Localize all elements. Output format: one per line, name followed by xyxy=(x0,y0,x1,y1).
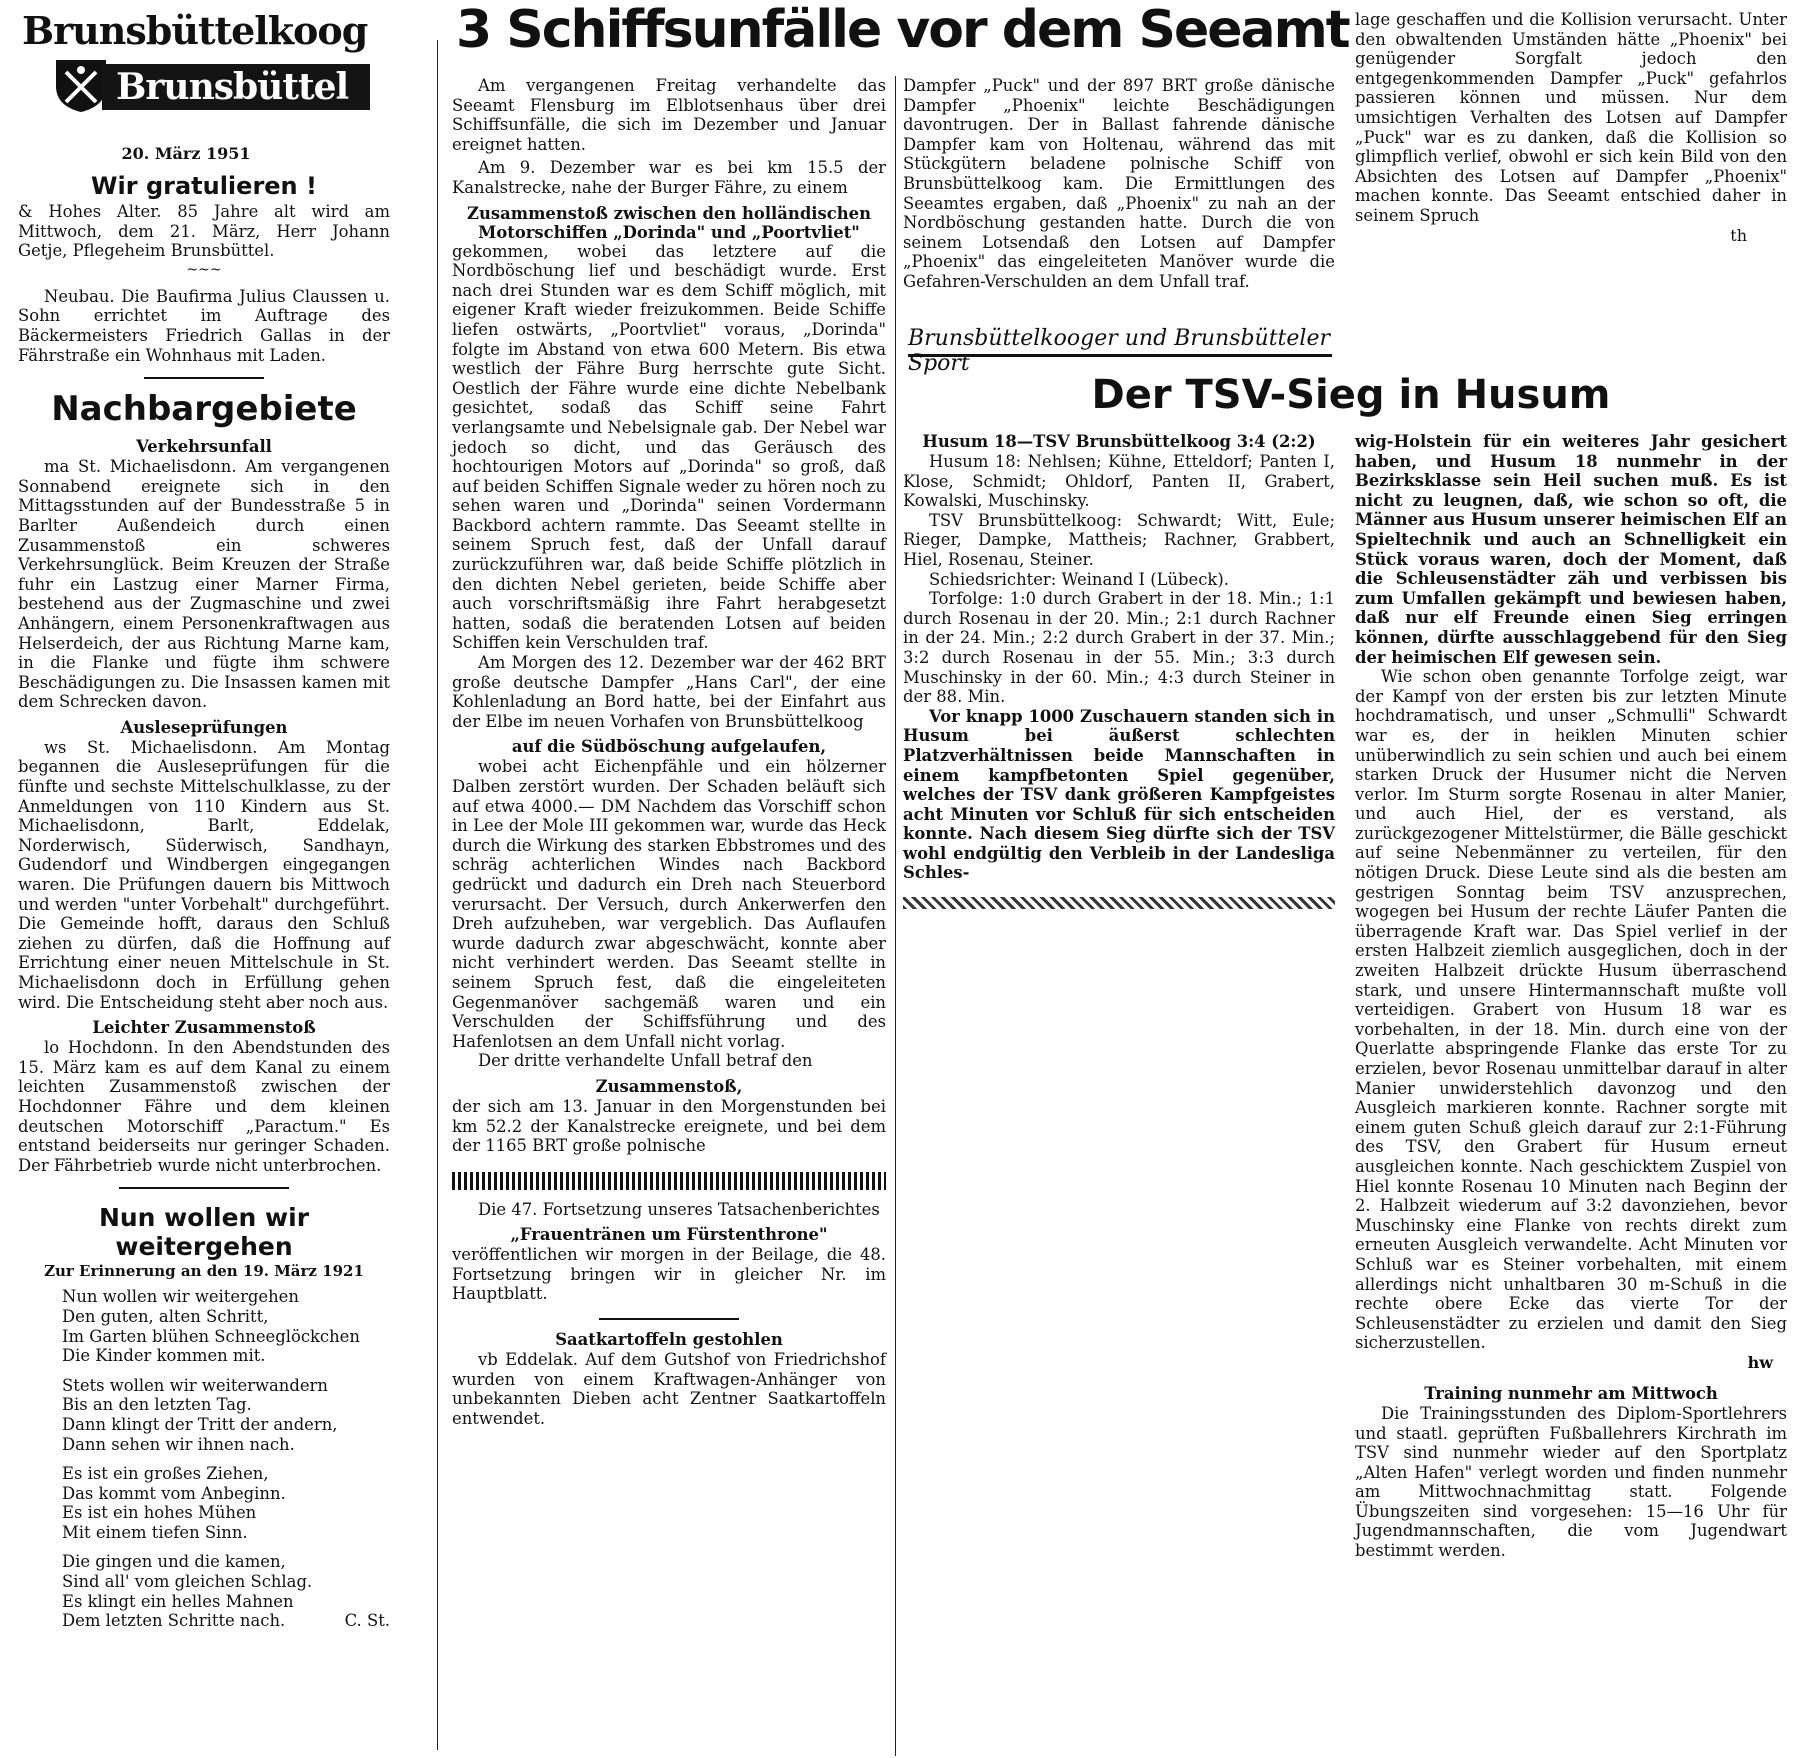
poem-stanza xyxy=(18,1464,390,1542)
issue-date: 20. März 1951 xyxy=(121,144,251,163)
poem-line-text: Dem letzten Schritte nach. xyxy=(62,1611,286,1631)
ornament-divider: ~~~ xyxy=(186,261,222,278)
tsv-lineup: TSV Brunsbüttelkoog: Schwardt; Witt, Eule; Rieger, Dampke, Mattheis; Rachner, Grabbert, Hiel, Rosenau, Steiner. xyxy=(903,510,1335,569)
column-2 xyxy=(452,76,886,1428)
fortsetzung-text2: veröffentlichen wir morgen in der Beilage, die 48. Fortsetzung bringen wir in gleicher Nr. im Hauptblatt. xyxy=(452,1245,886,1304)
poem-line: Es ist ein hohes Mühen xyxy=(62,1503,257,1523)
verkehr-text: ma St. Michaelisdonn. Am vergangenen Sonnabend ereignete sich in den Mittagsstunden auf der Bundesstraße 5 in Barlter Außendeich durch einen Zusammenstoß ein schweres Verkehrsunglück. Beim Kreuzen der Straße fuhr ein Lastzug einer Marner Firma, bestehend aus der Zugmaschine und zwei Anhängern, einem Personenkraftwagen aus Helserdeich, der aus Richtung Marne kam, in die Flanke und fügte ihm schwere Beschädigungen zu. Die Insassen kamen mit dem Schrecken davon. xyxy=(18,457,390,712)
poem-line: Sind all' vom gleichen Schlag. xyxy=(62,1572,313,1592)
poem-line: Das kommt vom Anbeginn. xyxy=(62,1483,286,1503)
sport-headline: Der TSV-Sieg in Husum xyxy=(1091,372,1611,418)
poem-line: Es klingt ein helles Mahnen xyxy=(62,1591,294,1611)
goal-sequence: Torfolge: 1:0 durch Grabert in der 18. Min.; 1:1 durch Rosenau in der 20. Min.; 2:1 durch Rachner in der 24. Min.; 2:2 durch Grabert in der 37. Min.; 3:2 durch Rosenau in der 55. Min.; 3:3 durch Muschinsky in der 60. Min.; 4:3 durch Steiner in der 88. Min. xyxy=(903,589,1335,707)
leicht-heading: Leichter Zusammenstoß xyxy=(92,1018,316,1038)
masthead xyxy=(0,0,372,126)
masthead-ribbon xyxy=(102,64,370,110)
poem-subheading: Zur Erinnerung an den 19. März 1921 xyxy=(44,1262,364,1281)
nachbar-heading: Nachbargebiete xyxy=(51,389,357,430)
seeamt-p5: wobei acht Eichenpfähle und ein hölzerner Dalben zerstört wurden. Der Schaden beläuft sich auf etwa 4000.— DM Nachdem das Vorschiff schon in Lee der Mole III gekommen war, wurde das Heck durch die Wirkung des starken Ebbstromes und des schräg achterlichen Windes nach Backbord gedrückt und dadurch ein Dreh nach Steuerbord verursacht. Der Versuch, durch Ankerwerfen den Dreh aufzuheben, war vergeblich. Das Auflaufen wurde dadurch zwar abgeschwächt, konnte aber nicht verhindert werden. Das Seeamt stellte in seinem Spruch fest, daß die eingeleiteten Gegenmanöver sachgemäß waren und ein Verschulden der Schiffsführung und des Hafenlotsen an dem Unfall nicht vorlag. xyxy=(452,757,886,1051)
saat-heading: Saatkartoffeln gestohlen xyxy=(555,1330,783,1350)
poem-line: Die gingen und die kamen, xyxy=(62,1552,286,1572)
seeamt-cont-2: lage geschaffen und die Kollision verursacht. Unter den obwaltenden Umständen hätte „Phoenix" bei genügender Sorgfalt jedoch den entgegenkommenden Dampfer „Puck" gefahrlos passieren können und müssen. Nur dem umsichtigen Verhalten des Lotsen auf Dampfer „Puck" war es zu danken, daß die Kollision so glimpflich verlief, obwohl er sich kein Bild von den Absichten des Lotsen auf Dampfer „Phoenix" machen konnte. Das Seeamt entschied daher in seinem Spruch xyxy=(1355,10,1787,225)
sport-report: Wie schon oben genannte Torfolge zeigt, war der Kampf von der ersten bis zur letzten Minute hochdramatisch, und unser „Schmulli" Schwardt war es, der in heiklen Minuten schier unüberwindlich zu sein schien und auch bei einem starken Druck der Husumer nicht die Nerven verlor. Im Sturm sorgte Rosenau in alter Manier, und auch Hiel, der es verstand, als zurückgezogener Mittelstürmer, die Bälle geschickt auf seine Nebenmänner zu verteilen, für den nötigen Druck. Diese Leute sind als die besten am gestrigen Sonntag beim TSV anzusprechen, wogegen bei Husum der rechte Läufer Panten die überragende Kraft war. Das Spiel verlief in der ersten Halbzeit ziemlich ausgeglichen, doch in der zweiten Halbzeit drückte Husum überraschend stark, und unsere Hintermannschaft mußte voll verteidigen. Grabert von Husum 18 war es vorbehalten, in der 18. Min. durch eine von der Querlatte abspringende Flanke das erste Tor zu erzielen, bevor Rosenau unmittelbar darauf in alter Manier unwiderstehlich davonzog und den Ausgleich markieren konnte. Rachner sorgte mit einem guten Schuß gleich darauf zur 2:1-Führung des TSV, den Grabert für Husum erneut ausgleichen konnte. Nach geschicktem Zuspiel von Hiel konnte Rosenau 10 Minuten nach Beginn der 2. Halbzeit wiederum auf 3:2 davonziehen, bevor Muschinsky eine Flanke von rechts direkt zum erneuten Ausgleich verwandelte. Acht Minuten vor Schluß war es Steiner vorbehalten, mit einem allerdings nicht unhaltbaren 30 m-Schuß in die rechte obere Ecke das vierte Tor der Schleusenstädter zu erzielen und damit den Sieg sicherzustellen. xyxy=(1355,667,1787,1353)
poem-stanza xyxy=(18,1376,390,1454)
column-rule xyxy=(895,76,896,1756)
poem-line: Es ist ein großes Ziehen, xyxy=(62,1464,269,1484)
column-3 xyxy=(903,76,1335,292)
seeamt-sub2: auf die Südböschung aufgelaufen, xyxy=(511,737,827,757)
auslese-text: ws St. Michaelisdonn. Am Montag begannen die Ausleseprüfungen für die fünfte und sechste Mittelschulklasse, zu der Anmeldungen von 110 Kindern aus St. Michaelisdonn, Barlt, Eddelak, Norderwisch, Süderwisch, Sandhayn, Gudendorf und Windbergen eingegangen waren. Die Prüfungen dauern bis Mittwoch und werden "unter Vorbehalt" durchgeführt. Die Gemeinde hofft, daraus den Schluß ziehen zu dürfen, daß die Hoffnung auf Errichtung einer neuen Mittelschule in St. Michaelisdonn doch in Erfüllung gehen wird. Die Entscheidung steht aber noch aus. xyxy=(18,737,390,1012)
sport-lead: Vor knapp 1000 Zuschauern standen sich in Husum bei äußerst schlechten Platzverhältnissen beide Mannschaften in einem kampfbetonten Spiel gegenüber, welches der TSV dank größeren Kampfgeistes acht Minuten vor Schluß für sich entscheiden konnte. Nach diesem Sieg dürfte sich der TSV wohl endgültig den Verbleib in der Landesliga Schles- xyxy=(903,706,1335,883)
poem-line: Im Garten blühen Schneeglöckchen xyxy=(62,1326,360,1346)
diamond-divider xyxy=(903,897,1335,909)
seeamt-p6: Der dritte verhandelte Unfall betraf den xyxy=(478,1051,813,1071)
poem-line: Dann sehen wir ihnen nach. xyxy=(62,1434,295,1454)
congrats-text: & Hohes Alter. 85 Jahre alt wird am Mittwoch, dem 21. März, Herr Johann Getje, Pflegeheim Brunsbüttel. xyxy=(18,202,390,261)
masthead-title-top: Brunsbüttelkoog xyxy=(22,8,368,53)
neubau-text: Neubau. Die Baufirma Julius Claussen u. Sohn errichtet im Auftrage des Bäckermeisters Friedrich Gallas in der Fährstraße ein Wohnhaus mit Laden. xyxy=(18,286,390,365)
column-4 xyxy=(1355,10,1787,245)
main-headline: 3 Schiffsunfälle vor dem Seeamt xyxy=(456,0,1349,60)
poem-line: Den guten, alten Schritt, xyxy=(62,1306,269,1326)
divider xyxy=(599,1318,739,1320)
husum-lineup: Husum 18: Nehlsen; Kühne, Etteldorf; Panten I, Klose, Schmidt; Ohldorf, Panten II, Grabert, Kowalski, Muschinsky. xyxy=(903,452,1335,511)
seeamt-p2: Am 9. Dezember war es bei km 15.5 der Kanalstrecke, nahe der Burger Fähre, zu einem xyxy=(452,158,886,197)
congrats-heading: Wir gratulieren ! xyxy=(91,172,317,200)
referee: Schiedsrichter: Weinand I (Lübeck). xyxy=(929,569,1229,589)
seeamt-sub1: Zusammenstoß zwischen den holländischen Motorschiffen „Dorinda" und „Poortvliet" xyxy=(467,203,871,242)
hatch-divider xyxy=(452,1172,886,1190)
verkehr-heading: Verkehrsunfall xyxy=(136,437,272,457)
training-text: Die Trainingsstunden des Diplom-Sportlehrers und staatl. geprüften Fußballehrers Kirchrath im TSV sind nunmehr wieder auf den Sportplatz „Alten Hafen" verlegt worden und finden nunmehr am Mittwochnachmittag statt. Folgende Übungszeiten sind vorgesehen: 15—16 Uhr für Jugendmannschaften, die vom Jugendwart bestimmt werden. xyxy=(1355,1403,1787,1561)
seeamt-cont: Dampfer „Puck" und der 897 BRT große dänische Dampfer „Phoenix" leichte Beschädigungen davontrugen. Der in Ballast fahrende dänische Dampfer kam von Holtenau, während das mit Stückgütern beladene polnische Schiff von Brunsbüttelkoog kam. Die Ermittlungen des Seeamtes ergaben, daß „Phoenix" zu nah an der Nordböschung gestanden hatte. Durch die von seinem Lotsendaß den Lotsen auf Dampfer „Phoenix" das eingeleiteten Manöver wurde die Gefahren-Verschulden an dem Unfall traf. xyxy=(903,76,1335,291)
sport-banner: Brunsbüttelkooger und Brunsbütteler Sport xyxy=(908,326,1330,376)
seeamt-p1: Am vergangenen Freitag verhandelte das Seeamt Flensburg im Elblotsenhaus über drei Schiffsunfälle, die sich im Dezember und Januar ereignet hatten. xyxy=(452,76,886,154)
poem-line: Stets wollen wir weiterwandern xyxy=(62,1375,328,1395)
poem-signature: C. St. xyxy=(344,1611,390,1631)
seeamt-p3: gekommen, wobei das letztere auf die Nordböschung lief und beschädigt wurde. Erst nach drei Stunden war es dem Schiff möglich, mit eigener Kraft wieder freizukommen. Beide Schiffe liefen ostwärts, „Poortvliet" voraus, „Dorinda" folgte im Abstand von etwa 600 Metern. Bis etwa westlich der Fähre Burg herrschte gute Sicht. Oestlich der Fähre wurde eine dichte Nebelbank gesichtet, sodaß das Schiff seine Fahrt verlangsamte und Nebelsignale gab. Der Nebel war jedoch so dicht, und das Geräusch des hochtourigen Motors auf „Dorinda" so groß, daß auf beiden Schiffen Signale weder zu hören noch zu sehen waren und „Dorinda" seinen Vordermann Backbord achtern rammte. Das Seeamt stellte in seinem Spruch fest, daß der Unfall darauf zurückzuführen war, daß beide Schiffe plötzlich in den dichten Nebel gerieten, beide Schiffe aber auch vorschriftsmäßig ihre Fahrt herabgesetzt hatten, sodaß die beratenden Lotsen auf beiden Schiffen kein Verschulden traf. xyxy=(452,241,886,653)
divider xyxy=(144,377,264,379)
poem-stanza xyxy=(18,1552,390,1630)
poem xyxy=(18,1287,390,1631)
training-heading: Training nunmehr am Mittwoch xyxy=(1424,1383,1718,1403)
column-4-sport xyxy=(1355,432,1787,1561)
column-1 xyxy=(18,172,390,1641)
poem-line: Bis an den letzten Tag. xyxy=(62,1395,252,1415)
masthead-title-bottom: Brunsbüttel xyxy=(116,66,349,108)
leicht-text: lo Hochdonn. In den Abendstunden des 15. März kam es auf dem Kanal zu einem leichten Zusammenstoß zwischen der Hochdonner Fähre und dem kleinen deutschen Motorschiff „Paractum." Es entstand beiderseits nur geringer Schaden. Der Fährbetrieb wurde nicht unterbrochen. xyxy=(18,1038,390,1175)
seeamt-sub3: Zusammenstoß, xyxy=(595,1076,743,1096)
fortsetzung-title: „Frauentränen um Fürstenthrone" xyxy=(510,1225,828,1245)
poem-line: Nun wollen wir weitergehen xyxy=(62,1287,299,1307)
poem-line: Mit einem tiefen Sinn. xyxy=(62,1522,248,1542)
match-result: Husum 18—TSV Brunsbüttelkoog 3:4 (2:2) xyxy=(922,432,1316,451)
poem-line: Die Kinder kommen mit. xyxy=(62,1346,266,1366)
fortsetzung-text: Die 47. Fortsetzung unseres Tatsachenberichtes xyxy=(478,1199,880,1219)
poem-line: Dann klingt der Tritt der andern, xyxy=(62,1414,338,1434)
signature-th: th xyxy=(1730,225,1747,245)
saat-text: vb Eddelak. Auf dem Gutshof von Friedrichshof wurden von einem Kraftwagen-Anhänger von unbekannten Dieben acht Zentner Saatkartoffeln entwendet. xyxy=(452,1350,886,1428)
seeamt-p4: Am Morgen des 12. Dezember war der 462 BRT große deutsche Dampfer „Hans Carl", der eine Kohlenladung an Bord hatte, bei der Einfahrt aus der Elbe im neuen Vorhafen von Brunsbüttelkoog xyxy=(452,653,886,731)
column-3-sport xyxy=(903,432,1335,909)
poem-line xyxy=(62,1611,390,1631)
sport-lead-cont: wig-Holstein für ein weiteres Jahr gesichert haben, und Husum 18 nunmehr in der Bezirksklasse sein Heil suchen muß. Es ist nicht zu leugnen, daß, wie schon so oft, die Männer aus Husum unserer heimischen Elf an Spieltechnik und auch an Schnelligkeit ein Stück voraus waren, doch der Moment, daß die Schleusenstädter zäh und verbissen bis zum Umfallen gekämpft und bewiesen haben, daß nur elf Freunde einen Sieg erringen können, dürfte ausschlaggebend für den Sieg der heimischen Elf gewesen sein. xyxy=(1355,432,1787,667)
seeamt-p7: der sich am 13. Januar in den Morgenstunden bei km 52.2 der Kanalstrecke ereignete, und bei dem der 1165 BRT große polnische xyxy=(452,1096,886,1156)
auslese-heading: Ausleseprüfungen xyxy=(120,717,288,737)
column-rule xyxy=(437,40,438,1750)
poem-stanza xyxy=(18,1287,390,1365)
divider xyxy=(119,1187,289,1189)
poem-heading: Nun wollen wir weitergehen xyxy=(98,1203,310,1262)
signature-hw: hw xyxy=(1747,1352,1773,1372)
